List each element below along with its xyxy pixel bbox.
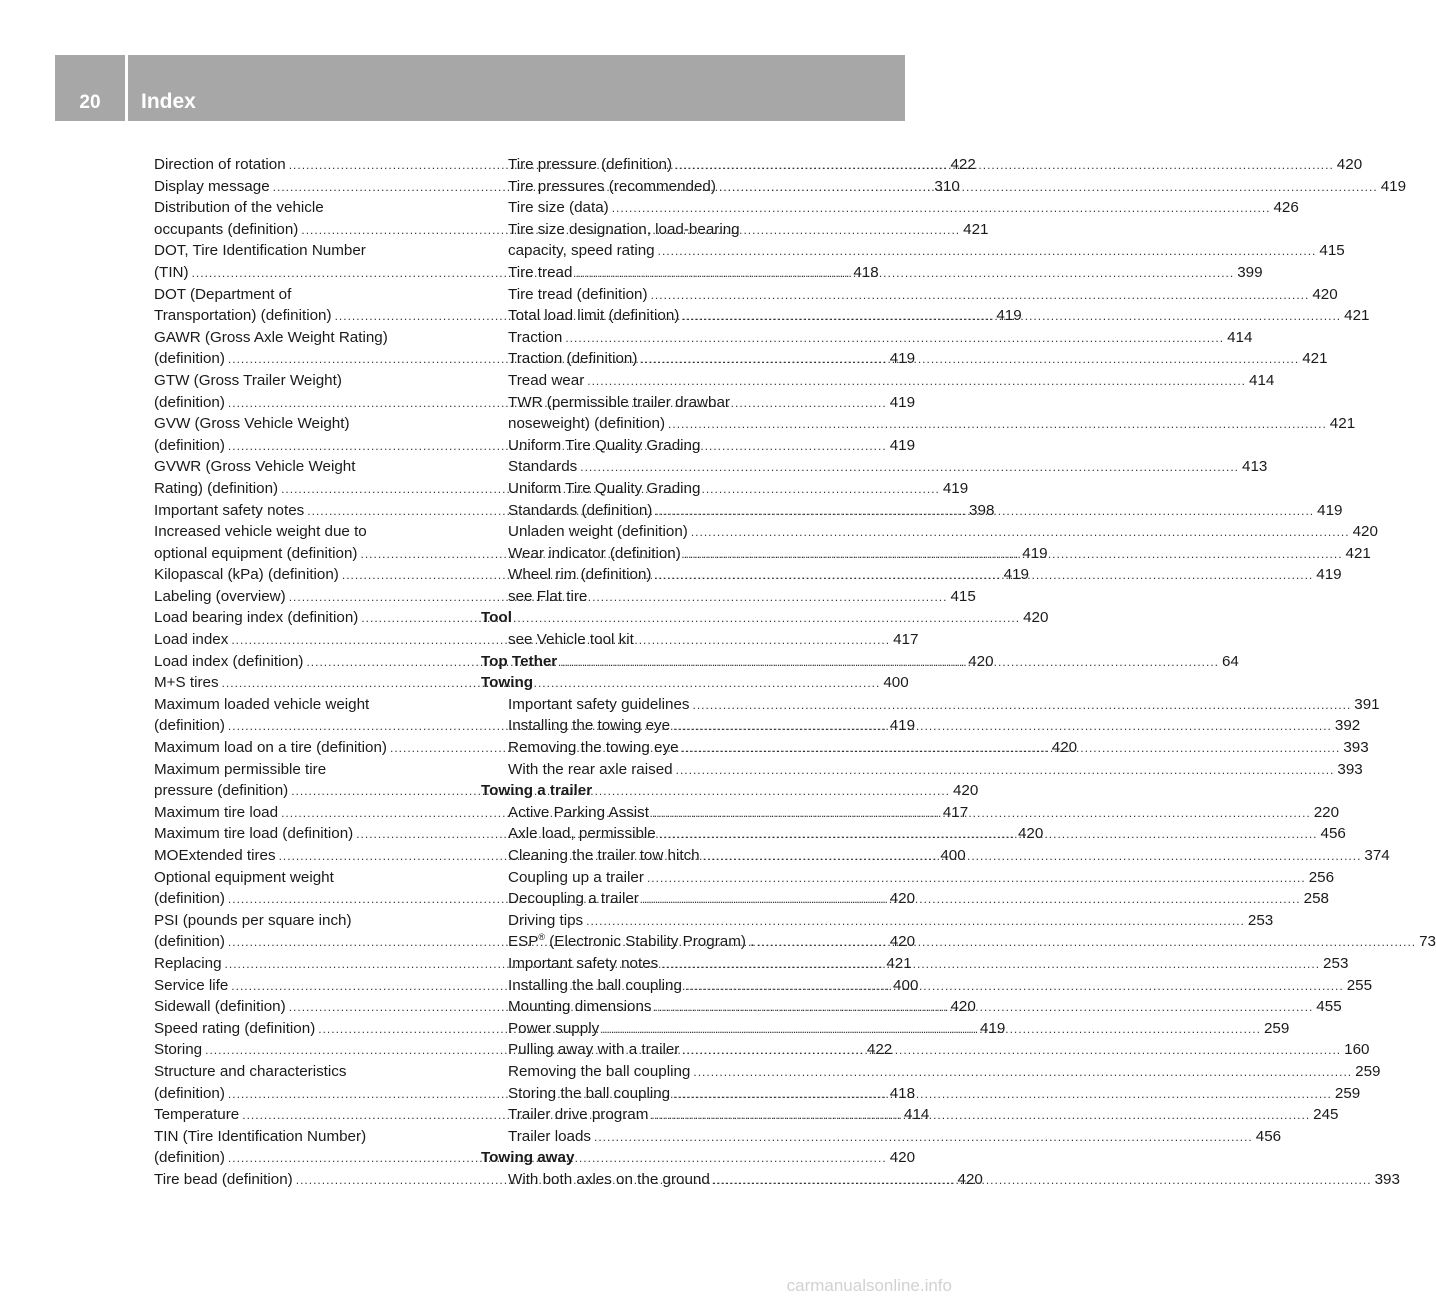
entry-text: Top Tether [481,652,558,670]
entry-text: Tire bead (definition) [154,1170,293,1188]
entry-page: 414 [1227,328,1253,346]
entry-page: 415 [950,587,976,605]
index-heading: Towing [481,674,534,692]
entry-page: 399 [1237,263,1263,281]
entry-page: 310 [934,177,960,195]
entry-text: With both axles on the ground [508,1170,710,1188]
entry-page: 258 [1303,890,1329,908]
index-heading: Towing a trailer [481,782,593,800]
index-heading: TIN (Tire Identification Number) [154,1127,367,1145]
entry-page: 418 [853,263,879,281]
entry-text: Important safety notes [154,501,305,519]
entry-page: 420 [950,998,976,1016]
dot-leader [654,565,1313,587]
dot-leader [640,349,1299,371]
entry-page: 420 [952,782,979,800]
entry-text: Unladen weight (definition) [508,523,688,541]
entry-page: 393 [1374,1170,1400,1188]
entry-page: 421 [1345,544,1371,562]
index-heading: GTW (Gross Trailer Weight) [154,371,342,389]
entry-text: Load index (definition) [154,652,304,670]
entry-text: optional equipment (definition) [154,544,358,562]
entry-text: Decoupling a trailer [508,890,639,908]
dot-leader [684,544,1343,566]
entry-page: 259 [1334,1084,1361,1102]
entry-page: 422 [866,1041,893,1059]
entry-text: Mounting dimensions [508,998,652,1016]
dot-leader [719,177,1378,199]
entry-page: 220 [1313,803,1340,821]
entry-text: Storing [154,1041,203,1059]
entry-page: 392 [1334,717,1361,735]
entry-text: MOExtended tires [154,847,276,864]
dot-leader [685,976,1344,998]
entry-text: noseweight) (definition) [508,415,666,433]
entry-page: 421 [886,954,912,972]
entry-text: Tire tread [508,263,573,281]
dot-leader [658,241,1317,263]
dot-leader [673,716,1332,738]
entry-page: 419 [980,1019,1006,1037]
entry-text: occupants (definition) [154,220,299,238]
dot-leader [655,997,1314,1019]
dot-leader [651,285,1310,307]
entry-page: 160 [1344,1041,1370,1059]
dot-leader [655,501,1314,523]
entry-text: Important safety guidelines [508,695,690,713]
entry-page: 73 [1419,933,1436,951]
entry-page: 400 [940,847,966,864]
dot-leader [652,803,1311,825]
entry-text: (definition) [154,717,225,735]
entry-page: 455 [1316,998,1342,1016]
section-title: Index [141,90,196,113]
index-entry [481,759,1363,781]
entry-text: Active Parking Assist [508,803,649,821]
dot-leader [651,1105,1310,1127]
entry-text: Direction of rotation [154,156,286,173]
entry-text: Standards [508,458,578,476]
entry-text: Pulling away with a trailer [508,1041,680,1059]
dot-leader [691,522,1350,544]
entry-page: 245 [1313,1106,1339,1124]
entry-text: Traction (definition) [508,350,638,368]
index-entry [481,197,1299,219]
entry-page: 420 [1312,285,1338,303]
index-entry [481,1126,1282,1148]
index-heading: Maximum loaded vehicle weight [154,695,370,713]
entry-text: Maximum load on a tire (definition) [154,739,387,757]
entry-page: 420 [968,652,994,670]
entry-text: Load index [154,631,229,649]
entry-text: Axle load, permissible [508,825,656,843]
entry-page: 259 [1263,1019,1290,1037]
entry-page: 417 [893,631,919,649]
entry-page: 420 [1051,739,1078,757]
entry-text: Service life [154,976,229,994]
index-entry [481,867,1335,889]
dot-leader [565,328,1224,350]
entry-page: 414 [1249,371,1275,389]
entry-page: 456 [1320,825,1346,843]
index-entry [481,413,1356,435]
dot-leader [676,760,1335,782]
entry-page: 419 [1022,544,1048,562]
index-line: see Flat tire [508,587,588,605]
index-entry [481,456,1268,478]
entry-text: Important safety notes [508,954,659,972]
entry-page: 422 [950,156,976,173]
entry-text: (definition) [154,393,225,411]
index-heading: GAWR (Gross Axle Weight Rating) [154,328,388,346]
entry-text: Tire pressures (recommended) [508,177,716,195]
entry-page: 419 [1380,177,1407,195]
index-heading: GVWR (Gross Vehicle Weight [154,458,356,476]
dot-leader [713,1170,1372,1192]
entry-page: 426 [1273,199,1299,217]
dot-leader [675,155,1334,177]
entry-text: M+S tires [154,674,219,692]
entry-text: (definition) [154,1149,225,1167]
index-entry [481,564,1342,586]
entry-page: 256 [1308,868,1335,886]
index-entry [481,1061,1381,1083]
entry-page: 419 [889,350,916,368]
entry-page: 420 [957,1170,983,1188]
entry-page: 419 [889,393,916,411]
index-entry [481,284,1338,306]
entry-page: 419 [1003,566,1029,584]
entry-text: Coupling up a trailer [508,868,644,886]
entry-text: Tire pressure (definition) [508,156,673,173]
index-heading: Optional equipment weight [154,868,334,886]
entry-page: 374 [1364,847,1390,864]
entry-page: 456 [1255,1127,1282,1145]
dot-leader [602,1019,1261,1041]
index-heading: Distribution of the vehicle [154,199,324,217]
entry-page: 420 [1336,156,1363,173]
entry-text: Wear indicator (definition) [508,544,681,562]
entry-page: 420 [1017,825,1044,843]
entry-page: 400 [893,976,919,994]
entry-page: 420 [1352,523,1378,541]
entry-page: 421 [1344,307,1370,325]
index-heading: Increased vehicle weight due to [154,523,367,541]
dot-leader [673,1084,1332,1106]
entry-page: 255 [1346,976,1373,994]
dot-leader [594,1127,1253,1149]
entry-page: 253 [1247,911,1274,929]
entry-text: Standards (definition) [508,501,653,519]
entry-text: Wheel rim (definition) [508,566,652,584]
entry-text: Total load limit (definition) [508,307,680,325]
entry-page: 391 [1354,695,1380,713]
entry-page: 419 [1317,501,1343,519]
entry-text: Display message [154,177,270,195]
entry-page: 414 [904,1106,930,1124]
dot-leader [560,652,1219,674]
index-heading: Maximum permissible tire [154,760,327,778]
entry-text: Traction [508,328,563,346]
dot-leader [586,911,1245,933]
dot-leader [668,414,1327,436]
header-divider [125,55,128,121]
entry-text: Tire size (data) [508,199,609,217]
index-heading: PSI (pounds per square inch) [154,911,352,929]
entry-page: 421 [1329,415,1356,433]
index-line: Uniform Tire Quality Grading [508,436,701,454]
watermark: carmanualsonline.info [786,1276,952,1295]
entry-page: 413 [1242,458,1268,476]
entry-text: Load bearing index (definition) [154,609,359,627]
dot-leader [693,695,1352,717]
dot-leader [647,868,1306,890]
entry-text: Replacing [154,954,222,972]
index-entry [481,521,1378,543]
entry-page: 419 [996,307,1022,325]
entry-page: 253 [1323,954,1349,972]
dot-leader [575,263,1234,285]
entry-page: 400 [883,674,909,692]
entry-page: 419 [1316,566,1342,584]
index-line: Uniform Tire Quality Grading [508,479,701,497]
entry-text: Trailer loads [508,1127,591,1145]
entry-text: Temperature [154,1106,240,1124]
index-heading: DOT, Tire Identification Number [154,242,366,260]
index-entry [481,370,1275,392]
dot-leader [659,824,1318,846]
entry-text: Removing the ball coupling [508,1062,691,1080]
page-number: 20 [79,92,101,113]
entry-text: Removing the towing eye [508,739,679,757]
entry-text: (definition) [154,890,225,908]
entry-text: Installing the ball coupling [508,976,682,994]
dot-leader [682,738,1341,760]
entry-page: 420 [889,890,916,908]
entry-text: Cleaning the trailer tow hitch [508,847,700,864]
entry-page: 393 [1343,739,1369,757]
entry-page: 398 [969,501,995,519]
entry-page: 393 [1337,760,1363,778]
index-heading: DOT (Department of [154,285,292,303]
dot-leader [587,371,1246,393]
index-line: see Vehicle tool kit [508,631,634,649]
entry-text: Power supply [508,1019,600,1037]
dot-leader [703,846,1362,868]
entry-text: pressure (definition) [154,782,289,800]
dot-leader [612,198,1271,220]
dot-leader [642,889,1301,911]
entry-page: 418 [889,1084,916,1102]
entry-text: Kilopascal (kPa) (definition) [154,566,339,584]
entry-text: Driving tips [508,911,584,929]
entry-text: (definition) [154,436,225,454]
dot-leader [693,1062,1352,1084]
entry-text: Maximum tire load [154,803,279,821]
index-line: Tire size designation, load-bearing [508,220,740,238]
entry-text: Tread wear [508,371,585,389]
index-heading: GVW (Gross Vehicle Weight) [154,415,350,433]
dot-leader [580,457,1239,479]
entry-page: 415 [1319,242,1345,260]
entry-page: 417 [942,803,969,821]
entry-page: 259 [1355,1062,1381,1080]
entry-text: capacity, speed rating [508,242,655,260]
index-entry [481,910,1274,932]
dot-leader [682,1040,1341,1062]
entry-text: (definition) [154,350,225,368]
entry-text: (definition) [154,1084,225,1102]
entry-page: 421 [1302,350,1328,368]
entry-text: Trailer drive program [508,1106,649,1124]
entry-text: Transportation) (definition) [154,307,332,325]
entry-text: Sidewall (definition) [154,998,286,1016]
entry-text: (TIN) [154,263,189,281]
dot-leader [757,932,1416,954]
entry-page: 420 [889,1149,916,1167]
entry-text: With the rear axle raised [508,760,673,778]
index-entry [481,694,1380,716]
entry-text: ESP® (Electronic Stability Program) . [508,932,755,951]
index-heading: Towing away [481,1149,575,1167]
entry-text: Tire tread (definition) [508,285,648,303]
entry-text: Labeling (overview) [154,587,286,605]
entry-page: 420 [889,933,916,951]
entry-page: 64 [1221,652,1239,670]
index-heading: Structure and characteristics [154,1062,347,1080]
dot-leader [661,954,1320,976]
index-heading: Tool [481,609,512,627]
entry-text: Speed rating (definition) [154,1019,316,1037]
entry-page: 420 [1023,609,1049,627]
index-entry [481,327,1253,349]
entry-text: Maximum tire load (definition) [154,825,354,843]
entry-page: 419 [889,717,916,735]
index-line: TWR (permissible trailer drawbar [508,393,730,411]
entry-text: (definition) [154,933,225,951]
entry-page: 421 [963,220,989,238]
index-entry [481,240,1345,262]
entry-text: Storing the ball coupling [508,1084,671,1102]
entry-text: Installing the towing eye [508,717,671,735]
dot-leader [682,306,1341,328]
entry-page: 419 [889,436,916,454]
entry-page: 419 [942,479,969,497]
entry-text: Rating) (definition) [154,479,279,497]
